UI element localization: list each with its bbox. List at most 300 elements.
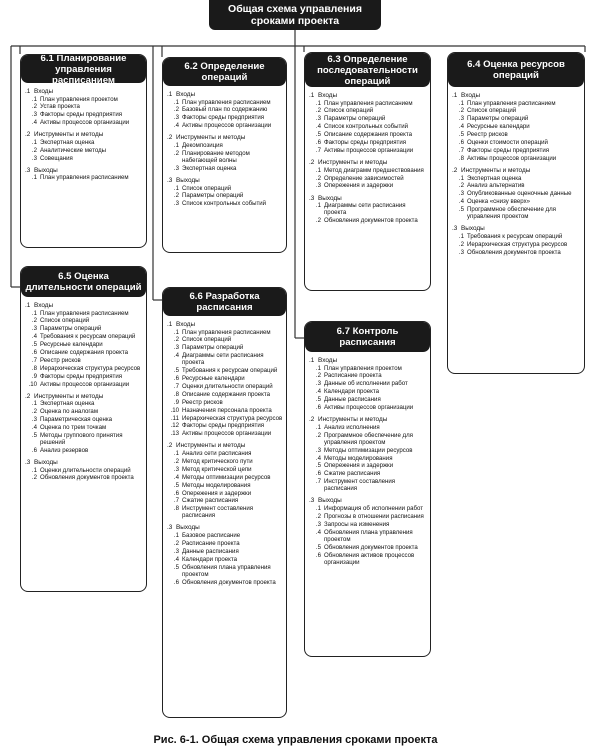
item-number: .2 (173, 539, 179, 547)
list-item (167, 415, 283, 422)
item-text: Опубликованные оценочные данные (467, 190, 572, 198)
item-number: .3 (458, 115, 464, 123)
item-number: .1 (173, 184, 179, 192)
section-number: .1 (25, 88, 31, 95)
item-text: Активы процессов организации (182, 122, 272, 130)
list-item (167, 407, 283, 414)
section-title (25, 131, 143, 139)
item-number: .1 (315, 202, 321, 210)
item-text: Расписание проекта (182, 539, 240, 547)
item-text: Оценки стоимости операций (467, 139, 548, 147)
item-number: .5 (315, 543, 321, 551)
list-item (167, 106, 283, 113)
item-number: .2 (173, 192, 179, 200)
item-number: .1 (31, 309, 37, 317)
item-number: .2 (315, 512, 321, 520)
process-box-6-7 (304, 321, 431, 657)
list-item (167, 122, 283, 129)
item-text: Обновления документов проекта (324, 543, 418, 551)
item-text: Прогнозы в отношении расписания (324, 512, 424, 520)
list-item (167, 540, 283, 547)
list-item (25, 341, 143, 348)
item-text: Описание содержания проекта (40, 349, 128, 357)
list-item (167, 200, 283, 207)
item-list (25, 310, 143, 388)
item-text: Опережения и задержки (324, 182, 394, 190)
item-number: .8 (173, 390, 179, 398)
list-item (25, 139, 143, 146)
item-text: Запросы на изменения (324, 520, 390, 528)
item-text: Аналитические методы (40, 146, 107, 154)
item-number: .4 (31, 423, 37, 431)
section-title (309, 92, 427, 100)
list-item (167, 142, 283, 149)
item-text: Требования к ресурсам операций (467, 232, 563, 240)
item-text: Сжатие расписания (182, 497, 239, 505)
item-text: Активы процессов организации (40, 380, 130, 388)
list-item (25, 365, 143, 372)
item-text: Методы оптимизации ресурсов (182, 473, 271, 481)
list-item (452, 147, 581, 154)
item-text: Активы процессов организации (324, 404, 414, 412)
process-section (167, 177, 283, 207)
item-number: .2 (173, 336, 179, 344)
item-number: .4 (458, 198, 464, 206)
item-text: Параметры операций (324, 115, 386, 123)
section-name: Входы (461, 92, 481, 99)
item-text: Обновления плана управления проектом (182, 563, 271, 578)
list-item (309, 115, 427, 122)
item-number: .1 (458, 232, 464, 240)
process-section (309, 92, 427, 154)
process-section (309, 497, 427, 565)
item-list (167, 142, 283, 172)
item-number: .2 (315, 431, 321, 439)
item-list (25, 400, 143, 454)
item-number: .4 (173, 473, 179, 481)
list-item (167, 422, 283, 429)
item-number: .6 (458, 139, 464, 147)
item-text: Данные расписания (324, 396, 381, 404)
item-text: Данные об исполнении работ (324, 380, 408, 388)
process-section (167, 524, 283, 585)
item-text: Список контрольных событий (182, 200, 267, 208)
item-text: Расписание проекта (324, 372, 382, 380)
list-item (309, 131, 427, 138)
section-number: .3 (452, 225, 458, 233)
section-title (309, 416, 427, 424)
list-item (167, 564, 283, 578)
list-item (167, 505, 283, 519)
list-item (25, 103, 143, 110)
process-section (309, 159, 427, 189)
section-title (167, 134, 283, 142)
list-item (452, 139, 581, 146)
list-item (167, 458, 283, 465)
item-number: .7 (173, 497, 179, 505)
item-text: Диаграммы сети расписания проекта (324, 202, 406, 217)
item-number: .5 (315, 131, 321, 139)
item-text: Базовое расписание (182, 532, 241, 540)
item-number: .1 (315, 364, 321, 372)
list-item (167, 430, 283, 437)
item-text: Анализ сети расписания (182, 450, 252, 458)
item-number: .3 (173, 200, 179, 208)
item-number: .6 (31, 349, 37, 357)
list-item (167, 192, 283, 199)
process-box-6-4 (447, 52, 585, 374)
section-name: Инструменты и методы (318, 159, 388, 167)
list-item (309, 217, 427, 224)
item-number: .11 (170, 414, 179, 422)
section-number: .2 (167, 134, 173, 142)
item-list (309, 365, 427, 412)
list-item (167, 532, 283, 539)
process-body (305, 87, 430, 233)
item-text: Иерархическая структура ресурсов (467, 240, 568, 248)
section-title (25, 302, 143, 310)
list-item (452, 131, 581, 138)
list-item (452, 241, 581, 248)
item-number: .3 (315, 182, 321, 190)
process-section (25, 302, 143, 388)
item-number: .1 (315, 504, 321, 512)
item-number: .1 (315, 166, 321, 174)
section-name: Выходы (461, 225, 485, 233)
section-number: .1 (309, 357, 315, 364)
item-number: .3 (173, 465, 179, 473)
process-box-6-3 (304, 52, 431, 291)
list-item (452, 155, 581, 162)
item-text: План управления расписанием (182, 98, 271, 106)
list-item (452, 182, 581, 189)
section-title (167, 442, 283, 450)
list-item (309, 123, 427, 130)
process-body (163, 86, 286, 216)
item-list (167, 185, 283, 208)
process-section (309, 357, 427, 411)
item-number: .4 (315, 528, 321, 536)
item-number: .5 (31, 341, 37, 349)
list-item (167, 399, 283, 406)
list-item (309, 513, 427, 520)
list-item (309, 478, 427, 492)
item-text: Определение зависимостей (324, 174, 404, 182)
item-text: Оценка по аналогам (40, 408, 99, 416)
item-text: Параметры операций (182, 192, 244, 200)
item-number: .3 (173, 547, 179, 555)
section-number: .2 (167, 442, 173, 450)
section-name: Инструменты и методы (34, 392, 104, 400)
process-title: 6.7 Контроль расписания (305, 322, 430, 352)
item-text: Оценка «снизу вверх» (467, 198, 531, 206)
item-text: Параметры операций (467, 115, 529, 123)
item-text: Реестр рисков (467, 131, 508, 139)
list-item (452, 198, 581, 205)
item-text: Диаграммы сети расписания проекта (182, 352, 264, 367)
item-text: Программное обеспечение для управления проектом (467, 206, 556, 221)
item-number: .2 (315, 372, 321, 380)
item-number: .4 (31, 119, 37, 127)
item-list (452, 100, 581, 162)
item-text: Планирование методом набегающей волны (182, 149, 250, 164)
item-number: .8 (173, 505, 179, 513)
item-text: Ресурсные календари (40, 341, 103, 349)
section-name: Входы (318, 92, 338, 99)
item-number: .3 (315, 446, 321, 454)
process-section (309, 195, 427, 225)
list-item (309, 396, 427, 403)
item-text: Опережения и задержки (324, 462, 394, 470)
item-number: .4 (31, 333, 37, 341)
process-body (448, 87, 584, 265)
list-item (167, 556, 283, 563)
item-text: Методы моделирования (182, 481, 251, 489)
section-title (167, 177, 283, 185)
item-text: Параметры операций (40, 325, 102, 333)
item-number: .6 (315, 139, 321, 147)
process-section (25, 459, 143, 482)
process-title: 6.1 Планирование управления расписанием (21, 55, 146, 83)
list-item (309, 182, 427, 189)
diagram-root-title: Общая схема управления сроками проекта (209, 0, 381, 30)
item-text: Сжатие расписания (324, 470, 381, 478)
list-item (167, 474, 283, 481)
item-number: .5 (458, 206, 464, 214)
process-box-6-1 (20, 54, 147, 248)
list-item (25, 381, 143, 388)
item-number: .2 (458, 107, 464, 115)
item-number: .8 (31, 364, 37, 372)
figure-caption: Рис. 6-1. Общая схема управления сроками проекта (153, 734, 438, 746)
item-text: Опережения и задержки (182, 489, 252, 497)
item-text: Активы процессов организации (467, 154, 557, 162)
section-number: .3 (309, 194, 315, 202)
section-name: Выходы (318, 497, 342, 505)
list-item (309, 380, 427, 387)
list-item (25, 310, 143, 317)
item-list (25, 139, 143, 162)
list-item (309, 167, 427, 174)
section-number: .3 (25, 166, 31, 174)
item-text: Метод диаграмм предшествования (324, 166, 424, 174)
item-text: План управления расписанием (324, 99, 413, 107)
list-item (309, 552, 427, 566)
item-text: Календари проекта (182, 555, 237, 563)
list-item (167, 150, 283, 164)
process-section (309, 416, 427, 492)
item-number: .7 (31, 356, 37, 364)
section-name: Инструменты и методы (34, 131, 104, 139)
section-number: .2 (25, 392, 31, 400)
item-text: Ресурсные календари (182, 375, 245, 383)
item-text: Иерархическая структура ресурсов (40, 364, 141, 372)
item-number: .1 (458, 99, 464, 107)
item-number: .5 (315, 462, 321, 470)
item-number: .1 (31, 466, 37, 474)
item-text: Список контрольных событий (324, 123, 409, 131)
list-item (25, 333, 143, 340)
list-item (167, 344, 283, 351)
process-section (452, 167, 581, 220)
section-name: Инструменты и методы (318, 416, 388, 424)
process-section (167, 442, 283, 519)
section-name: Выходы (176, 176, 200, 184)
item-list (25, 174, 143, 181)
process-body (21, 83, 146, 191)
item-text: Факторы среды предприятия (40, 111, 123, 119)
item-text: План управления проектом (324, 364, 402, 372)
list-item (25, 432, 143, 446)
item-number: .2 (31, 146, 37, 154)
section-title (452, 225, 581, 233)
list-item (167, 490, 283, 497)
item-number: .5 (315, 396, 321, 404)
section-name: Выходы (34, 166, 58, 174)
list-item (167, 185, 283, 192)
item-number: .1 (173, 328, 179, 336)
section-name: Входы (318, 357, 338, 364)
item-text: Календари проекта (324, 388, 379, 396)
process-section (25, 393, 143, 454)
item-number: .2 (173, 457, 179, 465)
list-item (25, 373, 143, 380)
section-title (167, 524, 283, 532)
process-body (21, 297, 146, 491)
item-number: .3 (315, 520, 321, 528)
list-item (309, 372, 427, 379)
item-text: Активы процессов организации (40, 119, 130, 127)
item-number: .1 (31, 174, 37, 182)
item-number: .1 (173, 532, 179, 540)
item-text: Параметры операций (182, 344, 244, 352)
item-text: Иерархическая структура ресурсов (182, 414, 283, 422)
list-item (25, 467, 143, 474)
list-item (167, 450, 283, 457)
list-item (25, 174, 143, 181)
item-text: Ресурсные календари (467, 123, 530, 131)
list-item (309, 529, 427, 543)
section-number: .2 (452, 166, 458, 174)
section-title (167, 321, 283, 329)
list-item (167, 114, 283, 121)
item-text: Оценки длительности операций (182, 383, 273, 391)
item-number: .10 (170, 406, 179, 414)
list-item (309, 107, 427, 114)
item-text: Экспертная оценка (40, 400, 95, 408)
list-item (309, 455, 427, 462)
item-number: .2 (315, 217, 321, 225)
process-body (163, 316, 286, 595)
item-text: Факторы среды предприятия (40, 372, 123, 380)
item-number: .1 (458, 174, 464, 182)
section-number: .3 (25, 458, 31, 466)
section-number: .1 (25, 302, 31, 309)
item-number: .2 (31, 474, 37, 482)
list-item (452, 123, 581, 130)
section-name: Выходы (176, 524, 200, 532)
item-list (309, 202, 427, 224)
process-box-6-6 (162, 287, 287, 718)
item-number: .4 (173, 352, 179, 360)
item-number: .1 (31, 400, 37, 408)
list-item (167, 548, 283, 555)
item-number: .6 (173, 375, 179, 383)
list-item (452, 175, 581, 182)
item-number: .3 (173, 114, 179, 122)
item-number: .3 (173, 164, 179, 172)
item-number: .1 (173, 450, 179, 458)
item-text: План управления расписанием (467, 99, 556, 107)
list-item (25, 325, 143, 332)
section-name: Инструменты и методы (176, 134, 246, 142)
item-number: .3 (31, 416, 37, 424)
process-section (25, 131, 143, 161)
list-item (25, 357, 143, 364)
item-text: План управления расписанием (182, 328, 271, 336)
item-list (452, 175, 581, 221)
item-text: Реестр рисков (40, 356, 81, 364)
section-title (309, 159, 427, 167)
list-item (25, 400, 143, 407)
item-text: Обновления активов процессов организации (324, 551, 415, 566)
section-title (309, 195, 427, 203)
item-text: План управления расписанием (40, 309, 129, 317)
list-item (167, 391, 283, 398)
section-number: .2 (309, 159, 315, 167)
process-section (25, 88, 143, 126)
list-item (25, 447, 143, 454)
item-number: .7 (315, 478, 321, 486)
item-number: .2 (31, 317, 37, 325)
item-text: Требования к ресурсам операций (182, 367, 278, 375)
item-number: .3 (31, 325, 37, 333)
item-text: Факторы среды предприятия (182, 114, 265, 122)
section-name: Входы (34, 88, 54, 95)
item-number: .3 (31, 111, 37, 119)
list-item (167, 336, 283, 343)
item-text: Методы группового принятия решений (40, 431, 123, 446)
item-number: .6 (315, 551, 321, 559)
item-number: .1 (173, 98, 179, 106)
process-section (167, 321, 283, 437)
list-item (25, 119, 143, 126)
section-number: .3 (167, 524, 173, 532)
item-text: Назначения персонала проекта (182, 406, 272, 414)
list-item (309, 404, 427, 411)
item-number: .6 (315, 470, 321, 478)
list-item (452, 206, 581, 220)
list-item (452, 107, 581, 114)
item-text: Методы моделирования (324, 454, 393, 462)
item-number: .3 (315, 380, 321, 388)
list-item (167, 375, 283, 382)
item-text: Методы оптимизации ресурсов (324, 446, 413, 454)
item-list (309, 100, 427, 154)
item-text: Активы процессов организации (182, 430, 272, 438)
item-number: .5 (173, 367, 179, 375)
list-item (309, 365, 427, 372)
item-number: .6 (173, 489, 179, 497)
item-text: Обновления документов проекта (324, 217, 418, 225)
process-section (25, 167, 143, 182)
item-number: .3 (458, 190, 464, 198)
list-item (167, 99, 283, 106)
item-number: .4 (315, 388, 321, 396)
section-title (25, 393, 143, 401)
item-number: .2 (315, 107, 321, 115)
item-number: .4 (173, 122, 179, 130)
